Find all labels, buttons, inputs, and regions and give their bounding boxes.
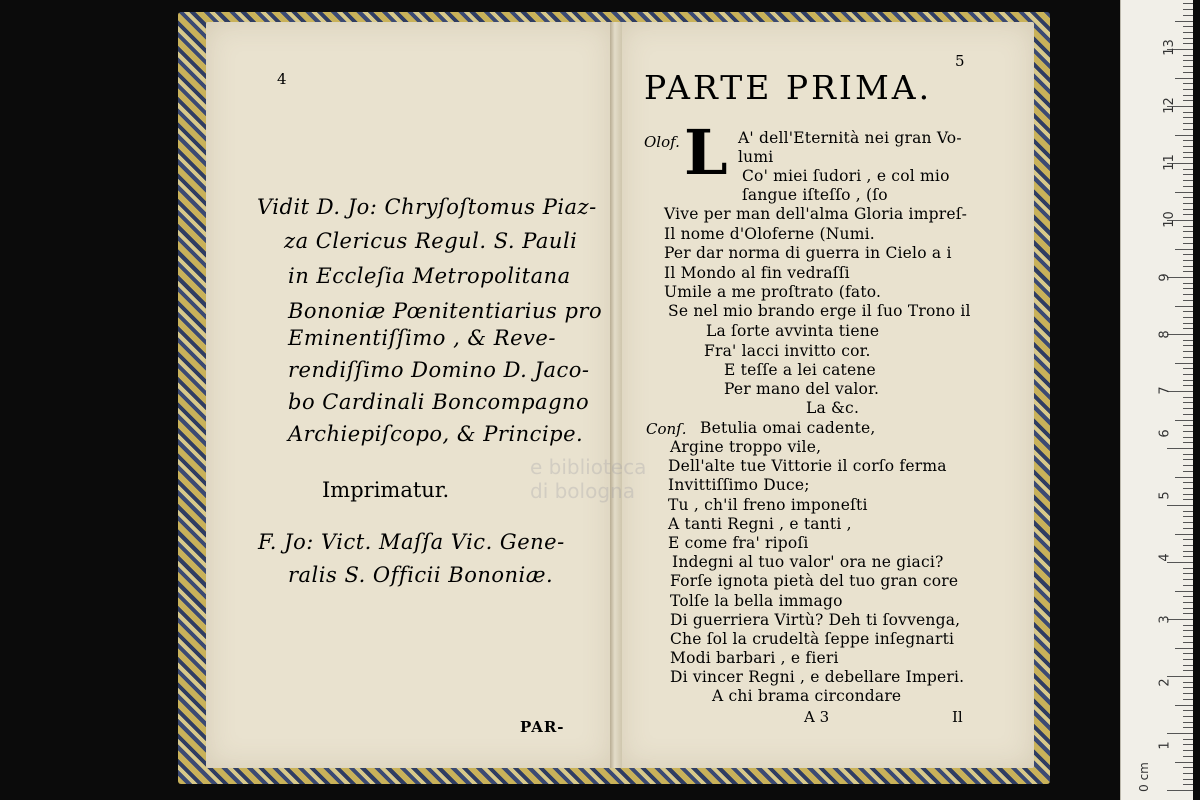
section-heading: PARTE PRIMA. xyxy=(644,68,933,107)
ruler-tick xyxy=(1183,357,1193,358)
ruler-tick xyxy=(1183,773,1193,774)
ruler-tick xyxy=(1183,642,1193,643)
ruler-tick xyxy=(1167,505,1193,506)
verse-line: E come fra' ripoſi xyxy=(668,534,809,552)
ruler-tick xyxy=(1183,328,1193,329)
ruler-tick xyxy=(1183,260,1193,261)
ruler-tick xyxy=(1183,682,1193,683)
ruler-number: 2 xyxy=(1157,678,1173,687)
ruler-tick xyxy=(1183,374,1193,375)
ruler-tick xyxy=(1183,659,1193,660)
ruler-tick xyxy=(1183,243,1193,244)
ruler-tick xyxy=(1175,363,1193,364)
ruler-tick xyxy=(1183,716,1193,717)
ruler-tick xyxy=(1183,516,1193,517)
ruler-tick xyxy=(1183,402,1193,403)
ruler-tick xyxy=(1175,648,1193,649)
ruler-tick xyxy=(1183,380,1193,381)
ruler-tick xyxy=(1183,630,1193,631)
left-page-number: 4 xyxy=(277,70,287,88)
verse-line: ſangue iſteſſo , (ſo xyxy=(742,186,888,204)
ruler-tick xyxy=(1183,653,1193,654)
verse-line: Tolſe la bella immago xyxy=(670,592,843,610)
ruler-number: 6 xyxy=(1157,429,1173,438)
ruler-tick xyxy=(1183,266,1193,267)
left-catchword: PAR- xyxy=(520,718,565,736)
ruler-tick xyxy=(1183,522,1193,523)
ruler-tick xyxy=(1183,710,1193,711)
ruler-tick xyxy=(1183,539,1193,540)
ruler-tick xyxy=(1183,556,1193,557)
approval-line: Bononiæ Pœnitentiarius pro xyxy=(288,299,603,323)
ruler-tick xyxy=(1183,499,1193,500)
verse-line: Vive per man dell'alma Gloria impreſ- xyxy=(664,205,968,223)
verse-line: La &c. xyxy=(806,399,860,417)
ruler-tick xyxy=(1183,140,1193,141)
ruler-tick xyxy=(1183,83,1193,84)
ruler-tick xyxy=(1183,665,1193,666)
ruler-tick xyxy=(1183,494,1193,495)
ruler-tick xyxy=(1183,237,1193,238)
ruler-tick xyxy=(1183,112,1193,113)
ruler-tick xyxy=(1183,9,1193,10)
ruler-tick xyxy=(1183,750,1193,751)
ruler-tick xyxy=(1183,596,1193,597)
ruler-tick xyxy=(1175,135,1193,136)
approval-line: Vidit D. Jo: Chryſoſtomus Piaz- xyxy=(257,195,597,219)
signature-mark: A 3 xyxy=(804,708,830,726)
verse-line: lumi xyxy=(738,148,774,166)
license-line: ralis S. Officii Bononiæ. xyxy=(288,563,554,587)
ruler-tick xyxy=(1183,169,1193,170)
verse-line: Argine troppo vile, xyxy=(670,438,822,456)
ruler-tick xyxy=(1183,340,1193,341)
ruler-tick xyxy=(1167,733,1193,734)
license-line: F. Jo: Vict. Maſſa Vic. Gene- xyxy=(258,530,565,554)
ruler-tick xyxy=(1183,323,1193,324)
ruler-tick xyxy=(1183,385,1193,386)
ruler-tick xyxy=(1175,78,1193,79)
ruler-tick xyxy=(1183,579,1193,580)
ruler-tick xyxy=(1183,779,1193,780)
approval-line: Eminentiſſimo , & Reve- xyxy=(288,326,556,350)
verse-line: A' dell'Eternità nei gran Vo- xyxy=(738,129,962,147)
ruler-tick xyxy=(1175,591,1193,592)
ruler-tick xyxy=(1175,762,1193,763)
verse-line: A tanti Regni , e tanti , xyxy=(668,515,852,533)
verse-line: Co' miei ſudori , e col mio xyxy=(742,167,950,185)
verse-line: Tu , ch'il freno imponeſti xyxy=(668,496,868,514)
verse-line: Forſe ignota pietà del tuo gran core xyxy=(670,572,959,590)
ruler-tick xyxy=(1183,174,1193,175)
book-gutter xyxy=(610,22,622,768)
ruler-tick xyxy=(1183,756,1193,757)
ruler-tick xyxy=(1183,271,1193,272)
ruler-tick xyxy=(1183,197,1193,198)
verse-line: Il Mondo al fin vedraſſi xyxy=(664,264,850,282)
ruler-tick xyxy=(1175,21,1193,22)
ruler-tick xyxy=(1183,608,1193,609)
verse-line: Di vincer Regni , e debellare Imperi. xyxy=(670,668,965,686)
ruler-tick xyxy=(1183,431,1193,432)
ruler-tick xyxy=(1175,705,1193,706)
ruler-tick xyxy=(1183,471,1193,472)
imprimatur: Imprimatur. xyxy=(322,478,450,502)
approval-line: Archiepiſcopo, & Principe. xyxy=(288,422,584,446)
verse-line: Che ſol la crudeltà ſeppe inſegnarti xyxy=(670,630,955,648)
ruler-tick xyxy=(1183,613,1193,614)
ruler-tick xyxy=(1183,43,1193,44)
verse-line: Umile a me proſtrato (fato. xyxy=(664,283,882,301)
ruler-tick xyxy=(1183,397,1193,398)
ruler-tick xyxy=(1183,117,1193,118)
ruler-tick xyxy=(1175,534,1193,535)
ruler-tick xyxy=(1183,670,1193,671)
verse-line: Dell'alte tue Vittorie il corſo ferma xyxy=(668,457,947,475)
ruler-tick xyxy=(1183,100,1193,101)
verse-line: Per mano del valor. xyxy=(724,380,880,398)
approval-line: za Clericus Regul. S. Pauli xyxy=(284,229,578,253)
ruler-tick xyxy=(1183,180,1193,181)
ruler-tick xyxy=(1183,693,1193,694)
ruler-number: 1 xyxy=(1157,741,1173,750)
verse-line: Di guerriera Virtù? Deh ti ſovvenga, xyxy=(670,611,961,629)
ruler-tick xyxy=(1183,311,1193,312)
ruler-tick xyxy=(1183,408,1193,409)
ruler-tick xyxy=(1183,152,1193,153)
verse-line: E teſſe a lei catene xyxy=(724,361,876,379)
ruler-tick xyxy=(1183,568,1193,569)
ruler-tick xyxy=(1183,214,1193,215)
speaker-label: Olof. xyxy=(644,133,680,151)
ruler-tick xyxy=(1183,89,1193,90)
ruler-number: 8 xyxy=(1157,330,1173,339)
approval-line: in Eccleſia Metropolitana xyxy=(288,264,571,288)
ruler-tick xyxy=(1183,231,1193,232)
verse-line: Modi barbari , e fieri xyxy=(670,649,839,667)
verse-line: A chi brama circondare xyxy=(712,687,902,705)
measurement-ruler xyxy=(1120,0,1193,800)
ruler-tick xyxy=(1183,368,1193,369)
ruler-tick xyxy=(1183,288,1193,289)
ruler-tick xyxy=(1183,459,1193,460)
ruler-tick xyxy=(1183,602,1193,603)
ruler-number: 9 xyxy=(1157,273,1173,282)
drop-cap: L xyxy=(684,116,728,189)
ruler-tick xyxy=(1183,784,1193,785)
ruler-tick xyxy=(1175,249,1193,250)
verse-line: Invittiſſimo Duce; xyxy=(668,476,810,494)
ruler-tick xyxy=(1183,32,1193,33)
ruler-number: 11 xyxy=(1161,154,1177,171)
ruler-tick xyxy=(1183,767,1193,768)
ruler-tick xyxy=(1183,226,1193,227)
verse-line: La ſorte avvinta tiene xyxy=(706,322,880,340)
ruler-tick xyxy=(1183,465,1193,466)
ruler-tick xyxy=(1175,192,1193,193)
ruler-tick xyxy=(1183,573,1193,574)
ruler-tick xyxy=(1183,3,1193,4)
ruler-tick xyxy=(1183,283,1193,284)
ruler-tick xyxy=(1183,60,1193,61)
ruler-tick xyxy=(1183,442,1193,443)
ruler-number: 5 xyxy=(1157,491,1173,500)
verse-line: Per dar norma di guerra in Cielo a i xyxy=(664,244,952,262)
ruler-tick xyxy=(1183,414,1193,415)
ruler-number: 10 xyxy=(1161,211,1177,228)
ruler-number: 3 xyxy=(1157,615,1173,624)
ruler-tick xyxy=(1183,722,1193,723)
ruler-tick xyxy=(1183,72,1193,73)
ruler-tick xyxy=(1183,625,1193,626)
ruler-tick xyxy=(1183,425,1193,426)
ruler-tick xyxy=(1183,744,1193,745)
ruler-tick xyxy=(1183,157,1193,158)
ruler-tick xyxy=(1183,95,1193,96)
ruler-tick xyxy=(1183,636,1193,637)
verse-line: Il nome d'Oloferne (Numi. xyxy=(664,225,875,243)
verse-line: Indegni al tuo valor' ora ne giaci? xyxy=(672,553,944,571)
ruler-tick xyxy=(1183,351,1193,352)
ruler-tick xyxy=(1183,15,1193,16)
ruler-tick xyxy=(1183,437,1193,438)
ruler-tick xyxy=(1175,420,1193,421)
ruler-tick xyxy=(1183,551,1193,552)
ruler-tick xyxy=(1183,66,1193,67)
watermark-line: e biblioteca xyxy=(530,455,647,479)
ruler-tick xyxy=(1183,55,1193,56)
ruler-number: 12 xyxy=(1161,97,1177,114)
ruler-tick xyxy=(1167,676,1193,677)
ruler-tick xyxy=(1183,739,1193,740)
right-catchword: Il xyxy=(952,708,963,726)
ruler-tick xyxy=(1175,477,1193,478)
ruler-tick xyxy=(1183,345,1193,346)
right-page-number: 5 xyxy=(955,52,965,70)
ruler-tick xyxy=(1167,562,1193,563)
approval-line: rendiſſimo Domino D. Jaco- xyxy=(288,358,590,382)
ruler-tick xyxy=(1183,254,1193,255)
ruler-tick xyxy=(1183,186,1193,187)
ruler-number: 4 xyxy=(1157,553,1173,562)
ruler-zero-label: 0 cm xyxy=(1136,762,1151,792)
ruler-tick xyxy=(1183,511,1193,512)
approval-line: bo Cardinali Boncompagno xyxy=(288,390,590,414)
ruler-tick xyxy=(1183,38,1193,39)
ruler-tick xyxy=(1183,699,1193,700)
ruler-tick xyxy=(1183,488,1193,489)
ruler-tick xyxy=(1183,727,1193,728)
ruler-tick xyxy=(1183,209,1193,210)
watermark-line: di bologna xyxy=(530,479,635,503)
ruler-tick xyxy=(1175,306,1193,307)
ruler-tick xyxy=(1183,294,1193,295)
ruler-number: 13 xyxy=(1161,39,1177,56)
ruler-tick xyxy=(1183,585,1193,586)
ruler-tick xyxy=(1183,528,1193,529)
ruler-tick xyxy=(1183,26,1193,27)
ruler-tick xyxy=(1183,317,1193,318)
watermark xyxy=(530,455,646,503)
verse-line: Betulia omai cadente, xyxy=(700,419,876,437)
ruler-tick xyxy=(1183,300,1193,301)
ruler-tick xyxy=(1167,448,1193,449)
ruler-tick xyxy=(1183,545,1193,546)
ruler-tick xyxy=(1183,146,1193,147)
ruler-tick xyxy=(1183,482,1193,483)
ruler-tick xyxy=(1183,687,1193,688)
verse-line: Fra' lacci invitto cor. xyxy=(704,342,871,360)
ruler-tick xyxy=(1183,123,1193,124)
ruler-tick xyxy=(1183,129,1193,130)
ruler-tick xyxy=(1167,790,1193,791)
speaker-label: Conſ. xyxy=(646,420,687,438)
ruler-tick xyxy=(1183,454,1193,455)
ruler-number: 7 xyxy=(1157,386,1173,395)
verse-line: Se nel mio brando erge il ſuo Trono il xyxy=(668,302,971,320)
ruler-tick xyxy=(1183,203,1193,204)
